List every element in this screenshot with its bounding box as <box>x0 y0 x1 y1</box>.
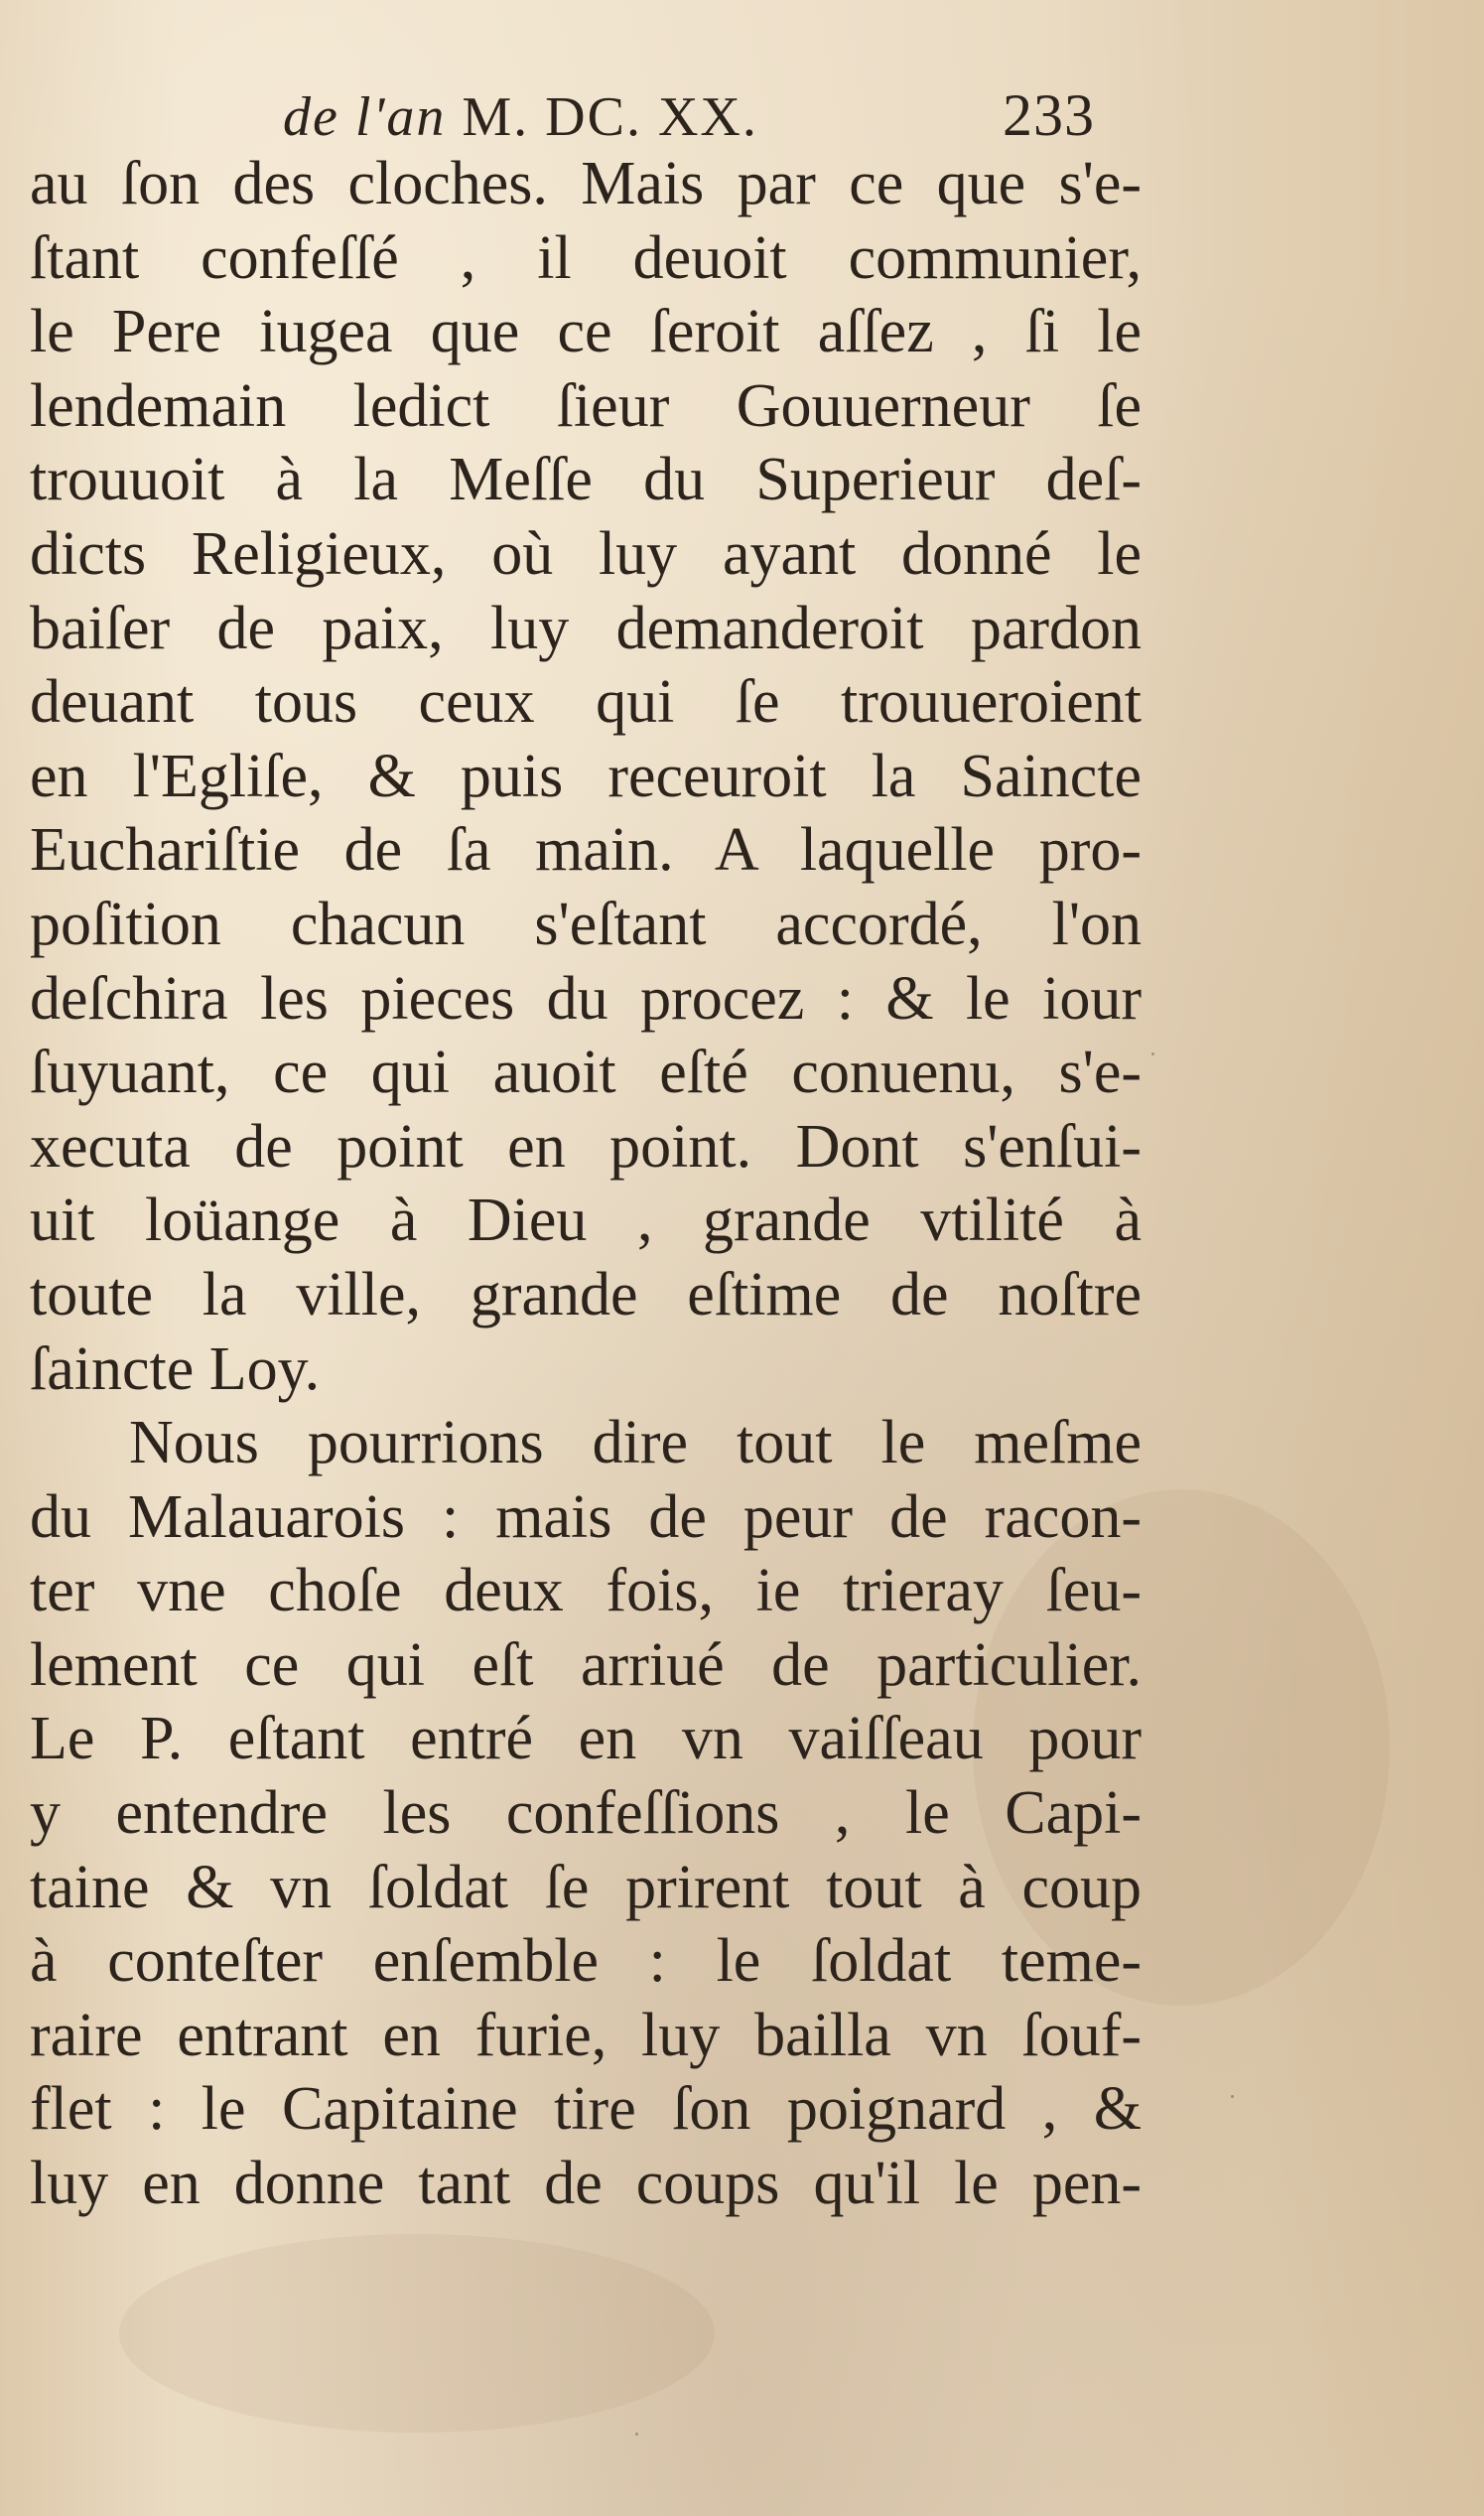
text-line: baiſer de paix, luy demanderoit pardon <box>30 594 1142 662</box>
text-line: dicts Religieux, où luy ayant donné le <box>30 519 1142 588</box>
text-line: deſchira les pieces du procez : & le iour <box>30 964 1142 1033</box>
paper-stain <box>119 2234 715 2433</box>
text-line: à conteſter enſemble : le ſoldat teme- <box>30 1927 1142 1996</box>
text-line: y entendre les confeſſions , le Capi- <box>30 1779 1142 1848</box>
running-head <box>0 77 1484 157</box>
running-head-title <box>283 85 758 149</box>
text-line: au ſon des cloches. Mais par ce que s'e- <box>30 150 1142 217</box>
text-line: Le P. eſtant entré en vn vaiſſeau pour <box>30 1705 1142 1773</box>
text-line: uit loüange à Dieu , grande vtilité à <box>30 1187 1142 1255</box>
text-line: taine & vn ſoldat ſe prirent tout à coup <box>30 1853 1142 1921</box>
text-line: ſuyuant, ce qui auoit eſté conuenu, s'e- <box>30 1039 1142 1107</box>
running-head-italic: de l'an <box>283 86 447 148</box>
text-line: du Malauarois : mais de peur de racon- <box>30 1482 1142 1551</box>
text-line: lendemain ledict ſieur Gouuerneur ſe <box>30 371 1142 440</box>
text-line: toute la ville, grande eſtime de noſtre <box>30 1260 1142 1328</box>
paper-speck <box>1231 2095 1234 2098</box>
text-line: poſition chacun s'eſtant accordé, l'on <box>30 890 1142 958</box>
paper-speck <box>1151 1052 1154 1055</box>
text-line: flet : le Capitaine tire ſon poignard , & <box>30 2075 1142 2144</box>
text-line: raire entrant en furie, luy bailla vn ſouf- <box>30 2001 1142 2069</box>
text-line: lement ce qui eſt arriué de particulier. <box>30 1630 1142 1699</box>
page-number: 233 <box>1003 82 1095 148</box>
text-line: xecuta de point en point. Dont s'enſui- <box>30 1112 1142 1181</box>
text-line: en l'Egliſe, & puis receuroit la Saincte <box>30 742 1142 810</box>
paper-speck <box>635 2433 638 2436</box>
paragraph-end-line: ſaincte Loy. <box>30 1334 321 1403</box>
text-line: deuant tous ceux qui ſe trouueroient <box>30 668 1142 737</box>
text-line: le Pere iugea que ce ſeroit aſſez , ſi le <box>30 298 1142 366</box>
paragraph-start-line: Nous pourrions dire tout le meſme <box>129 1409 1142 1477</box>
running-head-year: M. DC. XX. <box>446 86 758 148</box>
text-line: ſtant confeſſé , il deuoit communier, <box>30 223 1142 292</box>
body-text <box>30 147 1142 2221</box>
text-line: trouuoit à la Meſſe du Superieur deſ- <box>30 446 1142 514</box>
text-line: Euchariſtie de ſa main. A laquelle pro- <box>30 816 1142 885</box>
text-line: luy en donne tant de coups qu'il le pen- <box>30 2150 1142 2218</box>
text-line: ter vne choſe deux fois, ie trieray ſeu- <box>30 1557 1142 1625</box>
